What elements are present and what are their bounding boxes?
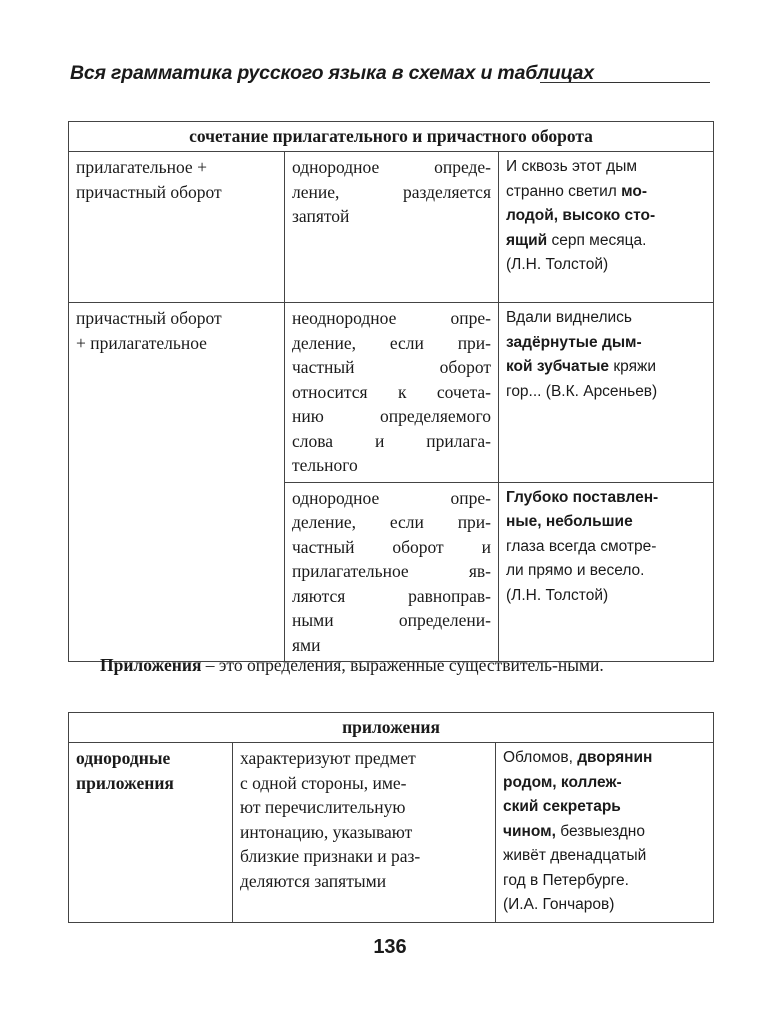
table2-example: Обломов, дворянин родом, коллеж- ский секретарь чином, безвыездно живёт двенадцатый год в Петербурге. (И.А. Гончаров) — [496, 743, 714, 923]
table1-row1-rule: однородное опреде- ление, разделяется запятой — [285, 152, 499, 303]
table1-row3-rule: однородное опре- деление, если при- частный оборот и прилагательное яв- ляются равноправ- ными определени- ями — [285, 482, 499, 662]
table-row — [69, 303, 714, 483]
table1-row1-construction: прилагательное + причастный оборот — [69, 152, 285, 303]
participle-adjective-table — [68, 121, 714, 662]
table-row — [69, 152, 714, 303]
table-row — [69, 743, 714, 923]
table1-row2-rule: неоднородное опре- деление, если при- частный оборот относится к сочета- нию определяемого слова и прилага- тельного — [285, 303, 499, 483]
table2-heading: приложения — [69, 713, 714, 743]
table2-description: характеризуют предмет с одной стороны, име- ют перечислительную интонацию, указывают близкие признаки и раз- деляются запятыми — [233, 743, 496, 923]
appositives-definition — [68, 652, 713, 678]
page-number: 136 — [373, 936, 407, 958]
table1-heading: сочетание прилагательного и причастного оборота — [69, 122, 714, 152]
appositives-table — [68, 712, 714, 923]
table2-type: однородные приложения — [69, 743, 233, 923]
definition-text: – это определения, выраженные существитель-ными. — [201, 655, 604, 675]
table1-row3-example: Глубоко поставлен- ные, небольшие глаза всегда смотре- ли прямо и весело. (Л.Н. Толстой) — [499, 482, 714, 662]
table1-row2-construction: причастный оборот + прилагательное — [69, 303, 285, 662]
term-appositives: Приложения — [100, 655, 202, 675]
header-rule — [540, 82, 710, 83]
running-header — [70, 62, 710, 92]
table1-row1-example: И сквозь этот дым странно светил мо- лодой, высоко сто- ящий серп месяца. (Л.Н. Толстой) — [499, 152, 714, 303]
book-title: Вся грамматика русского языка в схемах и таблицах — [70, 62, 594, 84]
table1-row2-example: Вдали виднелись задёрнутые дым- кой зубчатые кряжи гор... (В.К. Арсеньев) — [499, 303, 714, 483]
